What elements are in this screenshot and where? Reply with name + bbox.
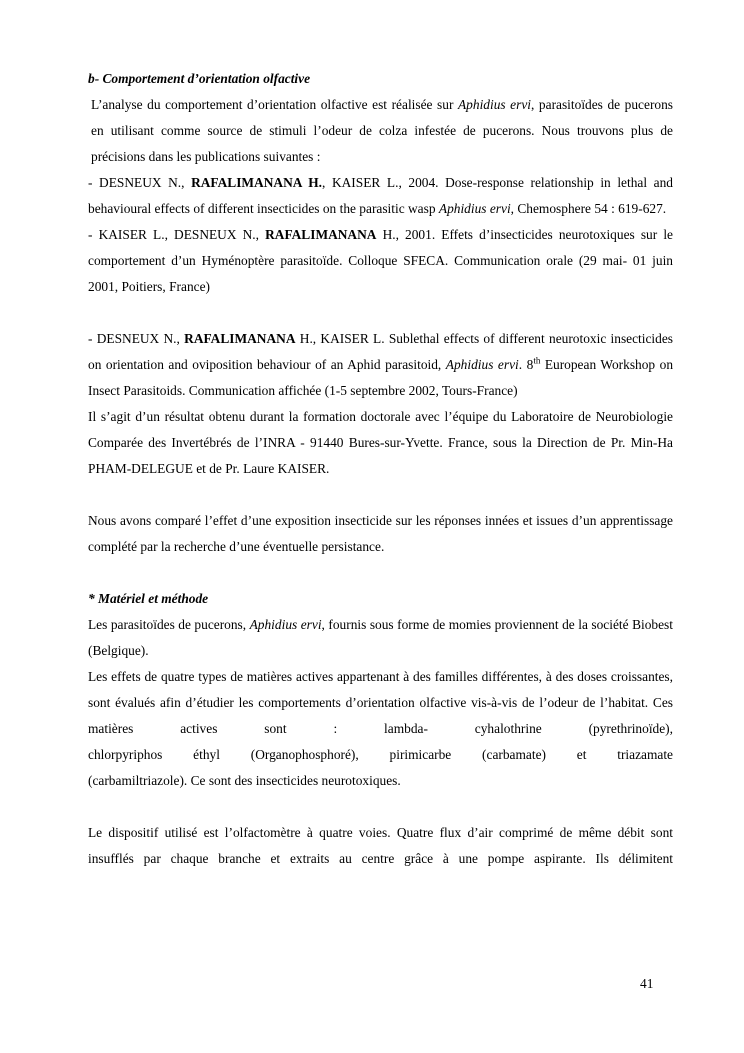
section-heading-method: * Matériel et méthode	[88, 591, 209, 606]
ref1-text-b: , KAISER L., 2004. Dose-response relationship in lethal and behavioural effects of different insecticides on the parasitic wasp	[88, 175, 673, 216]
ref3-text-c: . 8	[518, 357, 534, 372]
ref3-author-bold: RAFALIMANANA	[184, 331, 296, 346]
spacer	[88, 794, 673, 820]
reference-2	[88, 222, 673, 300]
ref1-species: Aphidius ervi	[438, 201, 511, 216]
intro-species: Aphidius ervi	[458, 97, 532, 112]
ref3-text-a: - DESNEUX N.,	[88, 331, 185, 346]
intro-text-a: L’analyse du comportement d’orientation olfactive est réalisée sur	[91, 97, 458, 112]
ref2-author-bold: RAFALIMANANA	[265, 227, 377, 242]
compare-paragraph: Nous avons comparé l’effet d’une exposition insecticide sur les réponses innées et issues d’un apprentissage complété par la recherche d’une éventuelle persistance.	[88, 513, 673, 554]
ref1-author-bold: RAFALIMANANA H.	[191, 175, 323, 190]
ref3-text-d: European Workshop on Insect Parasitoids. Communication affichée (1-5 septembre 2002, Tours-France)	[88, 357, 674, 398]
material-species: Aphidius ervi	[249, 617, 322, 632]
ref2-text-a: - KAISER L., DESNEUX N.,	[88, 227, 266, 242]
device-paragraph: Le dispositif utilisé est l’olfactomètre à quatre voies. Quatre flux d’air comprimé de même débit sont insufflés par chaque branche et extraits au centre grâce à une pompe aspirante. Ils délimitent	[88, 825, 673, 866]
spacer	[88, 300, 673, 326]
effects-paragraph-a: Les effets de quatre types de matières actives appartenant à des familles différentes, à des doses croissantes, sont évalués afin d’étudier les comportements d’orientation olfactive vis-à-vis de l’odeur de l’habitat. Ces matières actives sont : lambda- cyhalothrine (pyrethrinoïde),	[88, 669, 673, 736]
material-text-a: Les parasitoïdes de pucerons,	[88, 617, 250, 632]
spacer	[88, 482, 673, 508]
ref3-species: Aphidius ervi	[445, 357, 519, 372]
section-heading-olfactory: b- Comportement d’orientation olfactive	[88, 71, 311, 86]
spacer	[88, 560, 673, 586]
material-text-b: , fournis sous forme de momies proviennent de la société Biobest (Belgique).	[88, 617, 673, 658]
document-page	[88, 66, 673, 872]
reference-3	[88, 326, 673, 404]
ref3-superscript: th	[533, 355, 541, 366]
result-paragraph: Il s’agit d’un résultat obtenu durant la formation doctorale avec l’équipe du Laboratoire de Neurobiologie Comparée des Invertébrés de l’INRA - 91440 Bures-sur-Yvette. France, sous la Direction de Pr. Min-Ha PHAM-DELEGUE et de Pr. Laure KAISER.	[88, 409, 673, 476]
effects-paragraph-b: (carbamiltriazole). Ce sont des insecticides neurotoxiques.	[88, 773, 401, 788]
intro-paragraph	[88, 92, 673, 170]
ref1-text-c: , Chemosphere 54 : 619-627.	[510, 201, 667, 216]
ref2-text-b: H., 2001. Effets d’insecticides neurotoxiques sur le comportement d’un Hyménoptère parasitoïde. Colloque SFECA. Communication orale (29 mai- 01 juin 2001, Poitiers, France)	[88, 227, 673, 294]
reference-1	[88, 170, 673, 222]
ref1-text-a: - DESNEUX N.,	[88, 175, 192, 190]
ref3-text-b: H., KAISER L. Sublethal effects of different neurotoxic insecticides on orientation and oviposition behaviour of an Aphid parasitoid,	[88, 331, 674, 372]
material-paragraph	[88, 612, 673, 664]
effects-paragraph-line2: chlorpyriphos éthyl (Organophosphoré), pirimicarbe (carbamate) et triazamate	[88, 747, 673, 762]
page-number: 41	[640, 976, 654, 991]
intro-text-b: , parasitoïdes de pucerons en utilisant comme source de stimuli l’odeur de colza infestée de pucerons. Nous trouvons plus de précisions dans les publications suivantes :	[91, 97, 674, 164]
